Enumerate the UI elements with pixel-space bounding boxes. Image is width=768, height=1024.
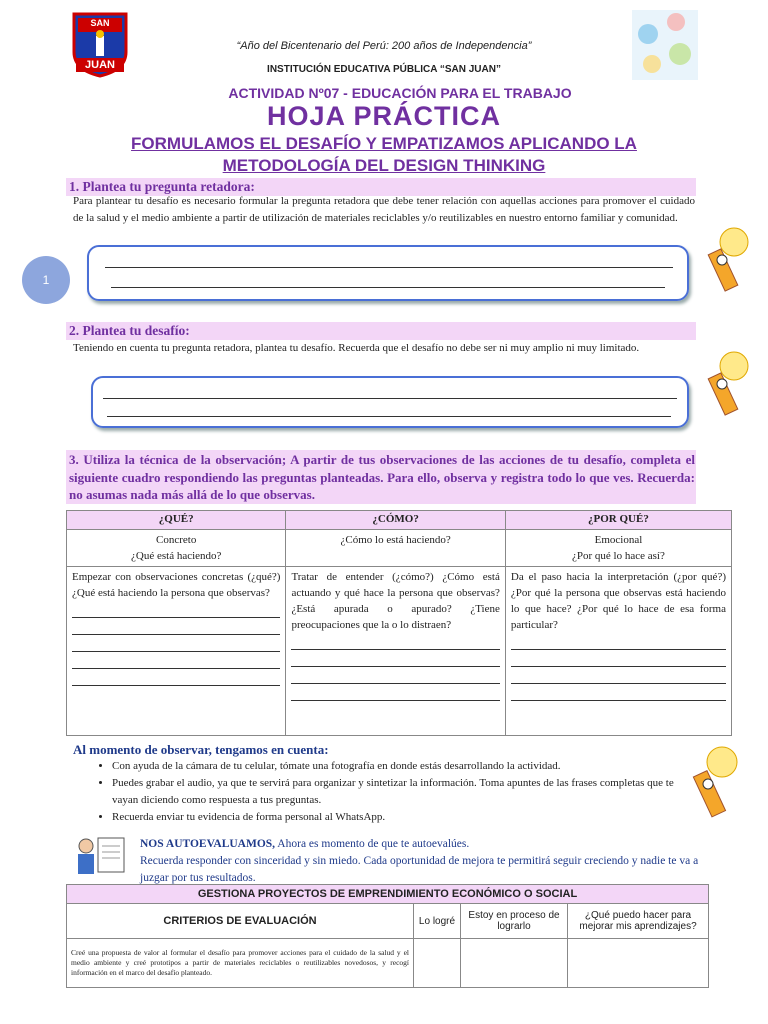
self-eval-text: Recuerda responder con sinceridad y sin miedo. Cada oportunidad de mejora te permitirá seguir creciendo y nadie te va a juzgar por tus resultados. [140,855,699,884]
sub-como [286,530,505,567]
lightbulb-mascot-icon [704,224,754,300]
page-title: HOJA PRÁCTICA [266,101,501,131]
body-como[interactable] [286,567,505,736]
eval-improve-cell[interactable] [568,939,709,988]
self-eval-illustration-icon [72,834,128,880]
subtitle-line-2: METODOLOGÍA DEL DESIGN THINKING [222,156,546,175]
logo-text-bottom: JUAN [85,59,115,71]
section-3-text: 3. Utiliza la técnica de la observación; A partir de tus observaciones de las acciones de tu desafío, completa el siguiente cuadro respondiendo las preguntas planteadas. Para ello, observa y registra todo lo que ves. Recuerda: no asumas nada más allá de lo que observas. [69,452,695,502]
tips-title: Al momento de observar, tengamos en cuenta: [73,742,329,757]
lightbulb-mascot-icon [688,744,742,826]
eval-criterion: Creé una propuesta de valor al formular el desafío para promover acciones para el cuidado de la salud y el medio ambiente y creé prototipos a partir de materiales reciclables o reutilizables novedosos, y recogí información en el marco del desafío planteado. [67,939,414,988]
self-eval-block [140,836,700,887]
tip-item: • Con ayuda de la cámara de tu celular, tómate una fotografía en donde estás desarrollando la actividad. [112,758,692,775]
eval-done-cell[interactable] [414,939,461,988]
tips-list [92,758,692,826]
body-que[interactable] [67,567,286,736]
section-1-text: Para plantear tu desafío es necesario formular la pregunta retadora que debe tener relación con aquellas acciones para promover el cuidado de la salud y el medio ambiente a partir de utilización de materiales reciclables y/o reutilizables en nuestro entorno familiar y comunidad. [73,195,695,224]
page-subtitle [0,133,768,177]
sub-porque-2: ¿Por qué lo hace así? [572,550,665,562]
section-2-text: Teniendo en cuenta tu pregunta retadora, plantea tu desafío. Recuerda que el desafío no debe ser ni muy amplio ni muy limitado. [73,342,640,354]
eval-col-process: Estoy en proceso de lograrlo [461,904,568,939]
observation-table [66,510,732,736]
section-2-title: 2. Plantea tu desafío: [66,322,696,340]
logo-text-top: SAN [90,18,110,28]
section-1-title: 1. Plantea tu pregunta retadora: [66,178,696,196]
body-que-text: Empezar con observaciones concretas (¿qué?) ¿Qué está haciendo la persona que observas? [72,571,281,599]
eval-process-cell[interactable] [461,939,568,988]
eval-col-improve: ¿Qué puedo hacer para mejorar mis aprendizajes? [568,904,709,939]
sub-porque-1: Emocional [594,534,643,546]
motto: “Año del Bicentenario del Perú: 200 años de Independencia” [236,40,532,52]
body-porque[interactable] [505,567,731,736]
subtitle-line-1: FORMULAMOS EL DESAFÍO Y EMPATIZAMOS APLICANDO LA [131,134,637,153]
sub-porque [505,530,731,567]
evaluation-table [66,884,709,988]
self-eval-title: NOS AUTOEVALUAMOS, [140,838,276,850]
activity-title: ACTIVIDAD Nº07 - EDUCACIÓN PARA EL TRABAJO [228,85,572,101]
col-header-como: ¿CÓMO? [286,511,505,530]
col-header-que: ¿QUÉ? [67,511,286,530]
sub-que-1: Concreto [156,534,197,546]
eval-col-criteria: CRITERIOS DE EVALUACIÓN [67,904,414,939]
answer-box-1[interactable] [87,245,689,301]
eval-col-done: Lo logré [414,904,461,939]
lightbulb-mascot-icon [704,348,754,424]
body-porque-text: Da el paso hacia la interpretación (¿por qué?) ¿Por qué la persona que observas está haciendo lo que hace? ¿Por qué lo hace de esa forma particular? [510,571,726,631]
sub-que-2: ¿Qué está haciendo? [131,550,222,562]
tip-item: • Recuerda enviar tu evidencia de forma personal al WhatsApp. [112,809,692,826]
sub-que [67,530,286,567]
eval-table-title: GESTIONA PROYECTOS DE EMPRENDIMIENTO ECONÓMICO O SOCIAL [67,885,709,904]
step-badge: 1 [22,256,70,304]
school-name: INSTITUCIÓN EDUCATIVA PÚBLICA “SAN JUAN” [267,64,501,75]
body-como-text: Tratar de entender (¿cómo?) ¿Cómo está actuando y qué hace la persona que observas? ¿Está apurada o apurado? ¿Tiene preocupaciones que la o lo distraen? [291,571,500,631]
answer-box-2[interactable] [91,376,689,428]
col-header-porque: ¿POR QUÉ? [505,511,731,530]
self-eval-intro: Ahora es momento de que te autoevalúes. [275,838,470,850]
sub-como-2: ¿Cómo lo está haciendo? [340,534,451,546]
tip-item: • Puedes grabar el audio, ya que te servirá para organizar y sintetizar la información. Toma apuntes de las frases completas que te vayan diciendo como respuesta a tus preguntas. [112,775,692,809]
